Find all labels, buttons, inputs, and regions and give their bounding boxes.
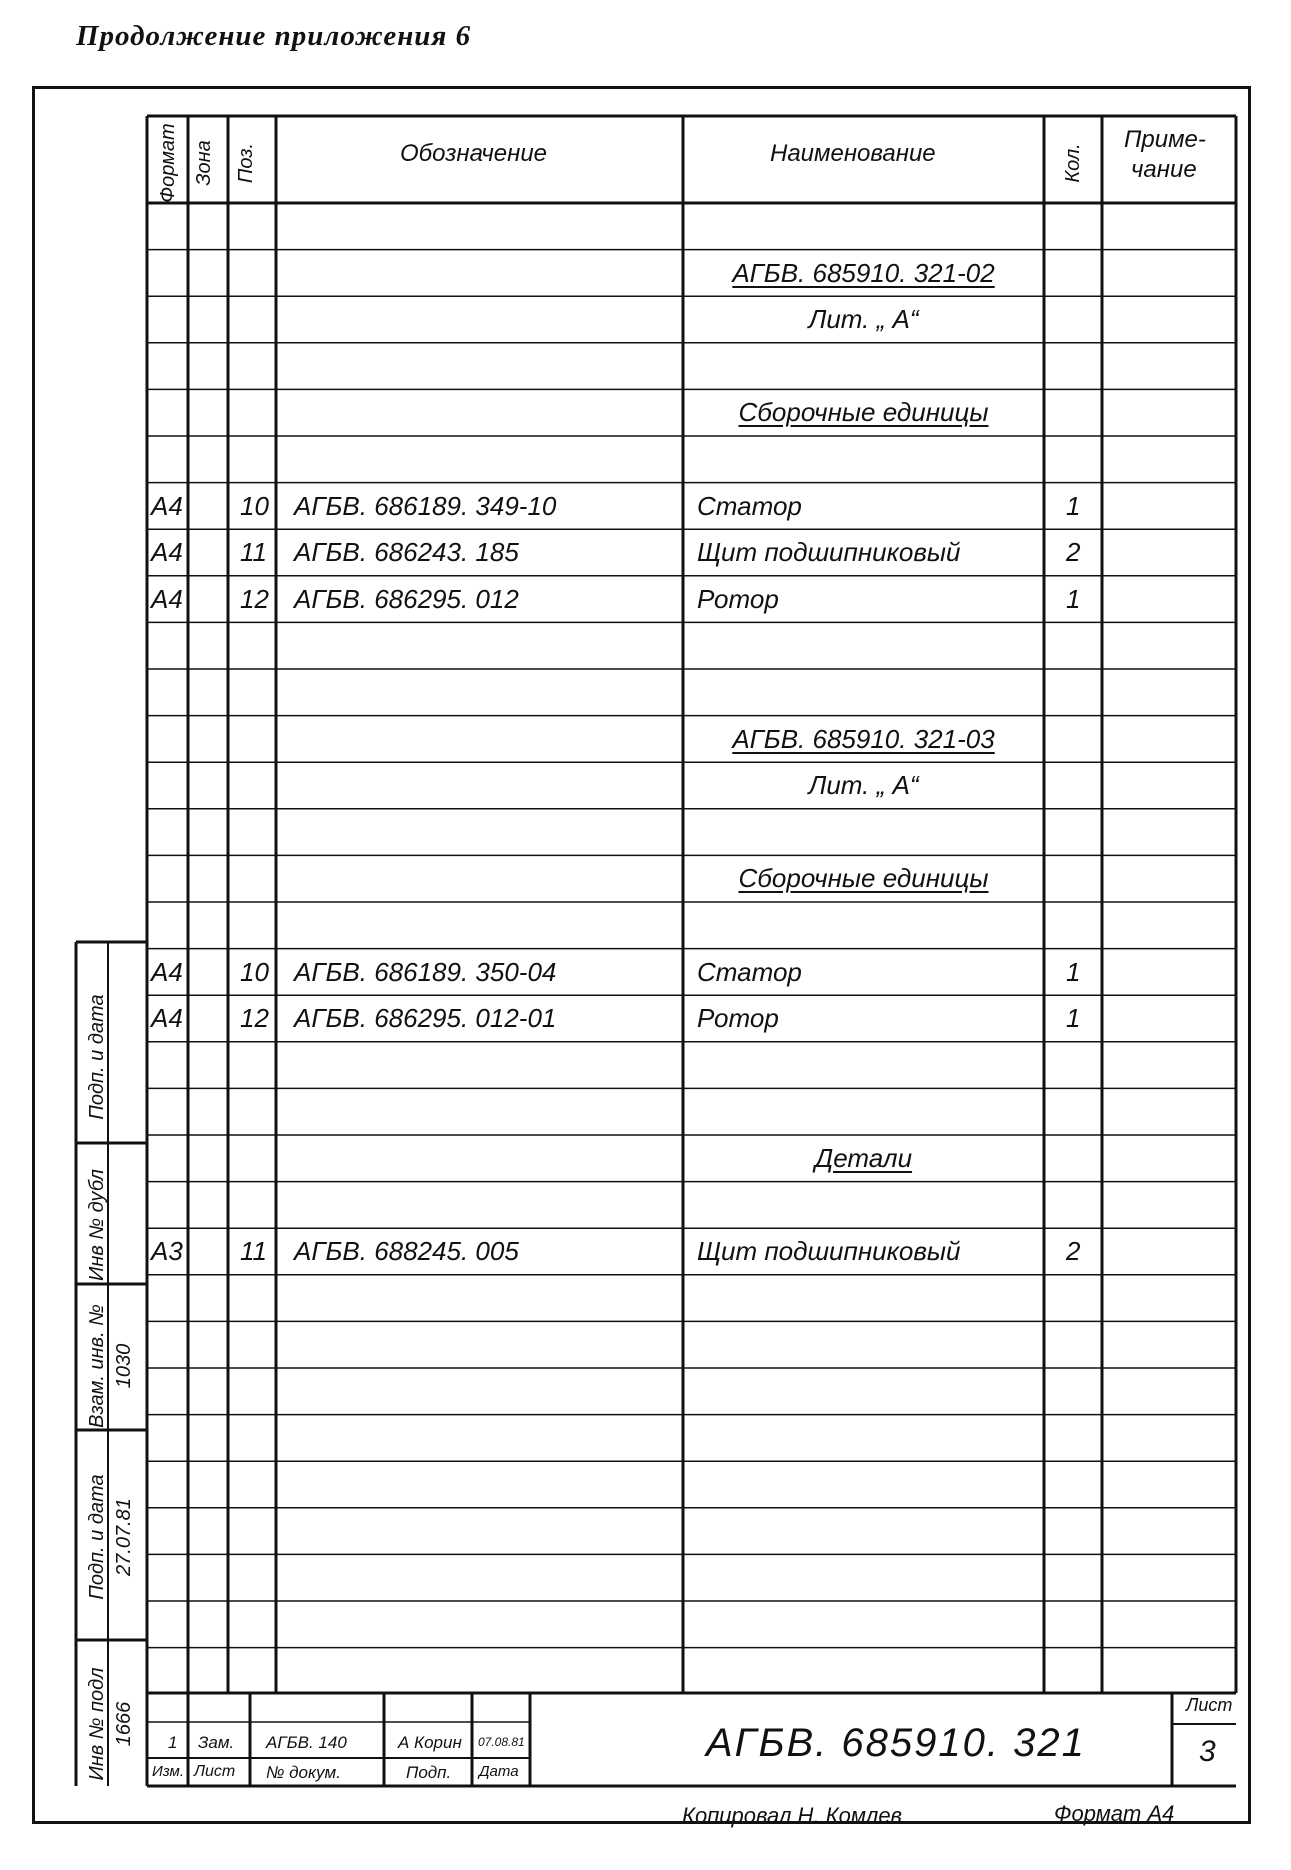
cell-name: Статор (697, 490, 802, 521)
cell-format: А4 (151, 1003, 183, 1034)
side-label-podp-data-1: Подп. и дата (86, 994, 108, 1120)
cell-format: А4 (151, 537, 183, 568)
cell-designation: АГБВ. 686295. 012 (294, 583, 519, 614)
col-header-designation: Обозначение (400, 140, 548, 167)
tb-doc-label: № докум. (266, 1763, 341, 1782)
cell-pos: 11 (240, 537, 267, 568)
cell-format: А4 (151, 490, 183, 521)
page-heading: Продолжение приложения 6 (76, 20, 472, 52)
cell-qty: 1 (1066, 583, 1081, 614)
col-header-qty: Кол. (1062, 143, 1084, 183)
cell-qty: 2 (1066, 537, 1081, 568)
side-label-vzam-inv: Взам. инв. № (86, 1304, 108, 1428)
tb-sheet-label: Лист (1186, 1695, 1233, 1715)
tb-date-label: Дата (479, 1763, 519, 1780)
cell-name: Ротор (697, 583, 779, 614)
tb-designation: АГБВ. 685910. 321 (706, 1721, 1086, 1765)
tb-sheet-number: 3 (1199, 1735, 1218, 1768)
cell-name: Лит. „ А“ (808, 770, 919, 801)
side-value-inv-podl: 1666 (113, 1701, 135, 1747)
cell-qty: 1 (1066, 490, 1081, 521)
col-header-name: Наименование (770, 140, 936, 167)
cell-pos: 12 (240, 583, 269, 614)
col-header-pos: Поз. (235, 142, 257, 184)
cell-pos: 10 (240, 956, 269, 987)
cell-qty: 2 (1066, 1236, 1081, 1267)
tb-doc-value: АГБВ. 140 (266, 1733, 347, 1752)
cell-name: АГБВ. 685910. 321-03 (732, 723, 995, 754)
tb-sign-label: Подп. (406, 1763, 452, 1782)
side-label-podp-data-2: Подп. и дата (86, 1474, 108, 1600)
cell-name: Сборочные единицы (738, 863, 989, 894)
tb-date-value: 07.08.81 (478, 1735, 525, 1749)
cell-format: А4 (151, 583, 183, 614)
cell-name: Ротор (697, 1003, 779, 1034)
tb-izm-label: Изм. (152, 1763, 184, 1780)
cell-name: АГБВ. 685910. 321-02 (732, 257, 995, 288)
cell-pos: 10 (240, 490, 269, 521)
cell-designation: АГБВ. 686189. 349-10 (294, 490, 557, 521)
col-header-note-2: чание (1131, 156, 1197, 183)
cell-format: А3 (151, 1236, 183, 1267)
cell-name: Лит. „ А“ (808, 304, 919, 335)
cell-designation: АГБВ. 688245. 005 (294, 1236, 519, 1267)
cell-name: Статор (697, 956, 802, 987)
cell-format: А4 (151, 956, 183, 987)
cell-name: Щит подшипниковый (697, 537, 961, 568)
col-header-format: Формат (157, 123, 179, 203)
cell-qty: 1 (1066, 1003, 1081, 1034)
cell-name: Сборочные единицы (738, 397, 989, 428)
tb-izm-value: 1 (168, 1733, 178, 1752)
cell-qty: 1 (1066, 956, 1081, 987)
cell-designation: АГБВ. 686189. 350-04 (294, 956, 557, 987)
col-header-zone: Зона (193, 140, 215, 186)
footer-format: Формат А4 (1054, 1801, 1175, 1826)
footer-copied: Копировал Н. Комлев (682, 1803, 903, 1828)
side-label-inv-dubl: Инв № дубл (86, 1169, 108, 1281)
cell-designation: АГБВ. 686295. 012-01 (294, 1003, 557, 1034)
side-value-vzam-inv: 1030 (113, 1343, 135, 1389)
cell-name: Щит подшипниковый (697, 1236, 961, 1267)
tb-list-label: Лист (194, 1763, 236, 1780)
cell-designation: АГБВ. 686243. 185 (294, 537, 519, 568)
side-value-podp-data-2: 27.07.81 (113, 1498, 135, 1576)
col-header-note-1: Приме- (1124, 126, 1206, 153)
side-label-inv-podl: Инв № подл (86, 1667, 108, 1781)
tb-list-value: Зам. (198, 1733, 235, 1752)
cell-name: Детали (814, 1143, 913, 1173)
cell-pos: 11 (240, 1236, 267, 1267)
cell-pos: 12 (240, 1003, 269, 1034)
tb-sign-value: А Корин (398, 1733, 462, 1752)
